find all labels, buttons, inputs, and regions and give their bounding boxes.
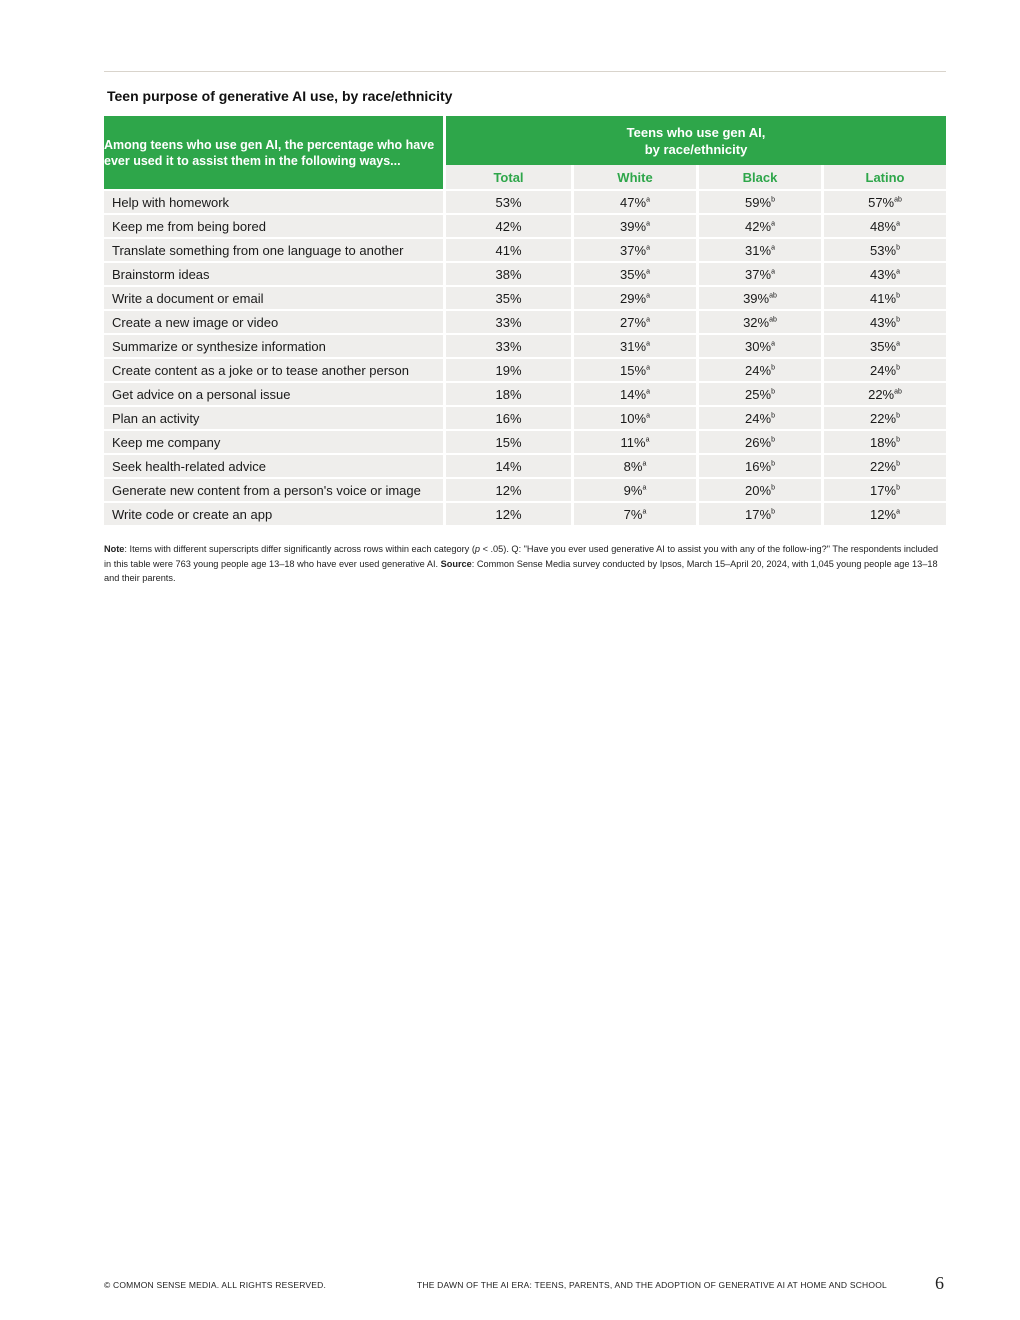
cell-value: 29%	[620, 290, 647, 306]
cell-value: 41%	[495, 242, 522, 258]
significance-superscript: ab	[769, 292, 777, 300]
cell-black	[696, 477, 821, 501]
source-label: Source	[440, 558, 472, 569]
data-table	[104, 116, 946, 525]
cell-value: 27%	[620, 314, 647, 330]
row-label: Summarize or synthesize information	[104, 333, 446, 357]
cell-value: 24%	[745, 410, 772, 426]
cell-value: 59%	[745, 194, 772, 210]
cell-value: 30%	[745, 338, 772, 354]
significance-superscript: b	[896, 484, 900, 492]
significance-superscript: ab	[894, 196, 902, 204]
cell-value: 24%	[870, 362, 897, 378]
row-label: Plan an activity	[104, 405, 446, 429]
significance-superscript: a	[646, 244, 650, 252]
row-label: Help with homework	[104, 189, 446, 213]
cell-value: 39%	[620, 218, 647, 234]
cell-value: 35%	[620, 266, 647, 282]
table-body	[104, 189, 946, 525]
cell-total	[446, 189, 571, 213]
significance-superscript: a	[771, 268, 775, 276]
row-label: Generate new content from a person's voice or image	[104, 477, 446, 501]
cell-black	[696, 285, 821, 309]
significance-superscript: b	[896, 364, 900, 372]
cell-total	[446, 501, 571, 525]
cell-value: 35%	[870, 338, 897, 354]
top-divider	[104, 71, 946, 72]
cell-latino	[821, 285, 946, 309]
table-note	[104, 542, 946, 586]
cell-white	[571, 381, 696, 405]
cell-value: 42%	[495, 218, 522, 234]
significance-superscript: a	[646, 292, 650, 300]
group-header-line2: by race/ethnicity	[644, 141, 748, 157]
row-label: Create a new image or video	[104, 309, 446, 333]
cell-black	[696, 333, 821, 357]
table-row	[104, 333, 946, 357]
cell-white	[571, 261, 696, 285]
row-label: Get advice on a personal issue	[104, 381, 446, 405]
cell-value: 16%	[745, 458, 772, 474]
group-header	[446, 116, 946, 165]
page-number: 6	[935, 1273, 944, 1293]
note-p: p	[474, 544, 481, 554]
significance-superscript: a	[646, 340, 650, 348]
cell-value: 47%	[620, 194, 647, 210]
cell-latino	[821, 501, 946, 525]
significance-superscript: a	[646, 196, 650, 204]
cell-latino	[821, 309, 946, 333]
significance-superscript: a	[646, 316, 650, 324]
cell-latino	[821, 405, 946, 429]
cell-value: 12%	[870, 506, 897, 522]
cell-value: 25%	[745, 386, 772, 402]
significance-superscript: b	[771, 412, 775, 420]
cell-value: 17%	[745, 506, 772, 522]
cell-latino	[821, 429, 946, 453]
cell-white	[571, 429, 696, 453]
significance-superscript: ab	[769, 316, 777, 324]
cell-black	[696, 189, 821, 213]
cell-white	[571, 309, 696, 333]
significance-superscript: a	[642, 460, 647, 468]
significance-superscript: a	[646, 364, 650, 372]
cell-white	[571, 357, 696, 381]
significance-superscript: b	[771, 436, 775, 444]
cell-white	[571, 237, 696, 261]
row-label: Keep me from being bored	[104, 213, 446, 237]
cell-value: 42%	[745, 218, 772, 234]
cell-value: 53%	[495, 194, 522, 210]
cell-value: 17%	[870, 482, 897, 498]
significance-superscript: a	[896, 508, 900, 516]
significance-superscript: a	[642, 484, 647, 492]
significance-superscript: a	[771, 244, 775, 252]
significance-superscript: a	[896, 340, 900, 348]
cell-value: 38%	[495, 266, 522, 282]
column-header-total: Total	[446, 165, 571, 189]
cell-black	[696, 213, 821, 237]
cell-value: 18%	[495, 386, 522, 402]
cell-latino	[821, 237, 946, 261]
significance-superscript: b	[771, 508, 775, 516]
significance-superscript: a	[642, 508, 647, 516]
table-row	[104, 189, 946, 213]
note-text-2: < .05). Q: "Have you ever used generative AI to assist you with any of the follow-ing?" The respondents included in this table were 763 young people age 13–18 who have ever used generative AI.	[104, 544, 939, 569]
cell-value: 20%	[745, 482, 772, 498]
cell-value: 33%	[495, 338, 522, 354]
cell-latino	[821, 189, 946, 213]
footer-report-title: THE DAWN OF THE AI ERA: TEENS, PARENTS, AND THE ADOPTION OF GENERATIVE AI AT HOME AND SCHOOL	[417, 1280, 887, 1290]
row-label: Write code or create an app	[104, 501, 446, 525]
significance-superscript: b	[771, 484, 775, 492]
cell-black	[696, 501, 821, 525]
cell-white	[571, 501, 696, 525]
cell-total	[446, 237, 571, 261]
cell-value: 22%	[870, 410, 897, 426]
table-row	[104, 237, 946, 261]
significance-superscript: b	[896, 460, 900, 468]
cell-value: 18%	[870, 434, 897, 450]
table-row	[104, 453, 946, 477]
cell-total	[446, 333, 571, 357]
cell-value: 53%	[870, 242, 897, 258]
table-row	[104, 261, 946, 285]
significance-superscript: ab	[894, 388, 902, 396]
footer-copyright: © COMMON SENSE MEDIA. ALL RIGHTS RESERVED.	[104, 1280, 327, 1290]
table-row	[104, 429, 946, 453]
cell-total	[446, 261, 571, 285]
cell-value: 57%	[868, 194, 895, 210]
cell-value: 14%	[495, 458, 522, 474]
cell-value: 14%	[620, 386, 647, 402]
cell-value: 22%	[870, 458, 897, 474]
note-text-1: : Items with different superscripts differ significantly across rows within each category (	[124, 544, 475, 554]
cell-white	[571, 477, 696, 501]
cell-value: 24%	[745, 362, 772, 378]
cell-white	[571, 213, 696, 237]
row-label: Write a document or email	[104, 285, 446, 309]
cell-total	[446, 285, 571, 309]
cell-latino	[821, 213, 946, 237]
cell-value: 12%	[495, 482, 522, 498]
cell-total	[446, 213, 571, 237]
significance-superscript: a	[646, 268, 650, 276]
cell-white	[571, 405, 696, 429]
cell-value: 48%	[870, 218, 897, 234]
cell-value: 16%	[495, 410, 522, 426]
cell-black	[696, 381, 821, 405]
cell-value: 22%	[868, 386, 895, 402]
column-header-black: Black	[696, 165, 821, 189]
significance-superscript: b	[896, 316, 900, 324]
cell-value: 12%	[495, 506, 522, 522]
cell-value: 32%	[743, 314, 770, 330]
cell-value: 8%	[623, 458, 643, 474]
cell-value: 43%	[870, 314, 897, 330]
table-row	[104, 285, 946, 309]
cell-latino	[821, 261, 946, 285]
significance-superscript: a	[645, 436, 650, 444]
row-label: Keep me company	[104, 429, 446, 453]
cell-white	[571, 453, 696, 477]
cell-total	[446, 405, 571, 429]
cell-value: 35%	[495, 290, 522, 306]
cell-total	[446, 381, 571, 405]
table-row	[104, 477, 946, 501]
table-row	[104, 501, 946, 525]
table-title: Teen purpose of generative AI use, by race/ethnicity	[107, 88, 453, 104]
cell-value: 31%	[620, 338, 647, 354]
significance-superscript: a	[896, 220, 900, 228]
column-header-white: White	[571, 165, 696, 189]
cell-value: 31%	[745, 242, 772, 258]
cell-total	[446, 309, 571, 333]
cell-black	[696, 261, 821, 285]
significance-superscript: a	[646, 220, 650, 228]
cell-white	[571, 333, 696, 357]
cell-value: 11%	[620, 434, 646, 450]
note-label: Note	[104, 544, 125, 554]
cell-value: 15%	[495, 434, 522, 450]
source-text: : Common Sense Media survey conducted by Ipsos, March 15–April 20, 2024, with 1,045 young people age 13–18 and their parents.	[104, 558, 938, 583]
significance-superscript: b	[896, 244, 900, 252]
significance-superscript: a	[646, 388, 650, 396]
table-row	[104, 309, 946, 333]
cell-value: 33%	[495, 314, 522, 330]
cell-black	[696, 453, 821, 477]
significance-superscript: b	[771, 388, 775, 396]
cell-total	[446, 429, 571, 453]
cell-value: 37%	[620, 242, 647, 258]
cell-latino	[821, 477, 946, 501]
cell-black	[696, 237, 821, 261]
cell-total	[446, 453, 571, 477]
significance-superscript: b	[896, 412, 900, 420]
significance-superscript: a	[771, 220, 775, 228]
cell-value: 37%	[745, 266, 772, 282]
significance-superscript: a	[771, 340, 775, 348]
significance-superscript: b	[896, 436, 900, 444]
significance-superscript: a	[646, 412, 650, 420]
table-row	[104, 357, 946, 381]
cell-total	[446, 477, 571, 501]
table-row	[104, 405, 946, 429]
cell-value: 39%	[743, 290, 770, 306]
cell-value: 19%	[495, 362, 522, 378]
cell-latino	[821, 357, 946, 381]
table-row	[104, 381, 946, 405]
significance-superscript: b	[771, 196, 775, 204]
cell-latino	[821, 453, 946, 477]
cell-white	[571, 189, 696, 213]
cell-value: 43%	[870, 266, 897, 282]
cell-latino	[821, 333, 946, 357]
significance-superscript: b	[771, 460, 775, 468]
significance-superscript: b	[771, 364, 775, 372]
significance-superscript: a	[896, 268, 900, 276]
table-row	[104, 213, 946, 237]
column-header-latino: Latino	[821, 165, 946, 189]
cell-black	[696, 429, 821, 453]
cell-total	[446, 357, 571, 381]
cell-value: 10%	[620, 410, 647, 426]
cell-value: 7%	[623, 506, 643, 522]
significance-superscript: b	[896, 292, 900, 300]
row-label: Create content as a joke or to tease another person	[104, 357, 446, 381]
cell-value: 26%	[745, 434, 772, 450]
cell-white	[571, 285, 696, 309]
cell-black	[696, 357, 821, 381]
cell-black	[696, 309, 821, 333]
row-label: Seek health-related advice	[104, 453, 446, 477]
row-header: Among teens who use gen AI, the percentage who have ever used it to assist them in the following ways...	[104, 116, 446, 189]
cell-latino	[821, 381, 946, 405]
cell-value: 9%	[623, 482, 643, 498]
cell-black	[696, 405, 821, 429]
group-header-line1: Teens who use gen AI,	[626, 124, 766, 140]
row-label: Brainstorm ideas	[104, 261, 446, 285]
cell-value: 41%	[870, 290, 897, 306]
row-label: Translate something from one language to another	[104, 237, 446, 261]
cell-value: 15%	[620, 362, 647, 378]
